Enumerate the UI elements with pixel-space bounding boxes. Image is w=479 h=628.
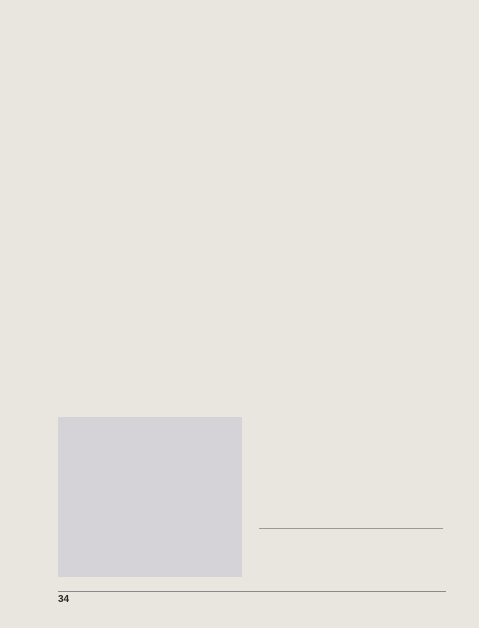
author-note [259,528,443,532]
reference-box [58,417,242,577]
page-number: 34 [58,594,70,605]
page-footer [58,591,446,606]
